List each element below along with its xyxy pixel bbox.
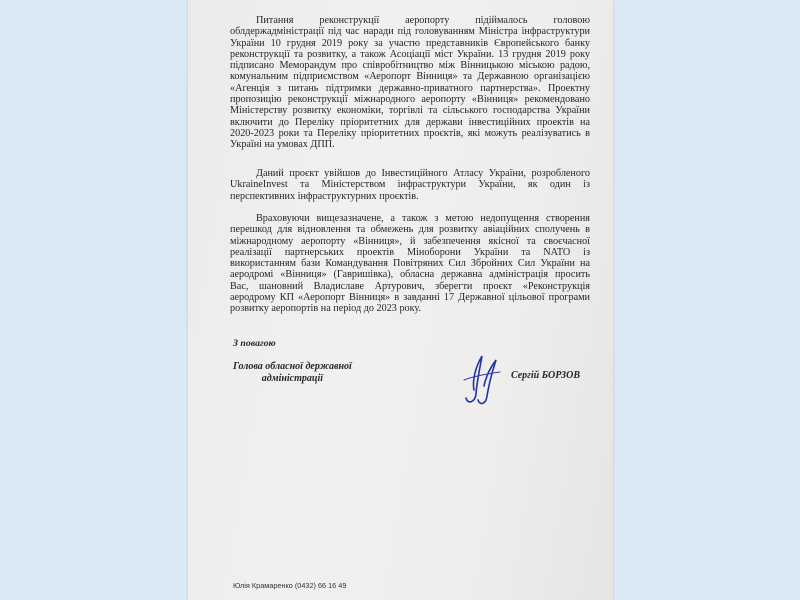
- text-line: Україні на умовах ДПП.: [230, 139, 335, 151]
- position-line: Голова обласної державної: [233, 361, 352, 372]
- signatory-position: [233, 361, 352, 385]
- handwritten-signature: [456, 350, 506, 410]
- text-line: міжнародному аеропорту «Вінниця», й забезпечення якісної та своєчасної: [230, 235, 590, 247]
- text-line: включити до Переліку пріоритетних для держави інвестиційних проектів на: [230, 116, 590, 128]
- document-page: [188, 0, 613, 600]
- text-line: перспективних інфраструктурних проєктів.: [230, 190, 419, 202]
- paragraph-request: [230, 213, 590, 315]
- text-line: використанням бази Командування Повітряних Сил Збройних Сил України на: [230, 258, 590, 270]
- text-line: пропозицію реконструкції міжнародного аеропорту «Вінниця» рекомендовано: [230, 94, 590, 106]
- text-line: реалізації партнерських проектів Міноборони України та NATO із: [230, 246, 590, 258]
- text-line: «Агенція з питань підтримки державно-приватного партнерства». Проектну: [230, 82, 590, 94]
- text-line: комунальним підприємством «Аеропорт Вінниця» та Державною організацією: [230, 71, 590, 83]
- text-line: аеродромі «Вінниця» (Гавришівка), обласна державна адміністрація просить: [230, 269, 590, 281]
- text-line: розвитку аеропортів на період до 2023 року.: [230, 303, 422, 315]
- text-line: Вас, шановний Владиславе Артурович, зберегти проєкт «Реконструкція: [230, 280, 590, 292]
- text-line: 2020-2023 роки та Переліку пріоритетних проєктів, які можуть реалізуватись в: [230, 127, 590, 139]
- position-line: адміністрації: [261, 373, 324, 384]
- closing-regards: З повагою: [233, 338, 276, 349]
- text-line: Питання реконструкції аеропорту підіймалось головою: [256, 15, 590, 26]
- paragraph-investment-atlas: [230, 168, 590, 202]
- text-line: Враховуючи вищезазначене, а також з метою недопущення створення: [256, 213, 590, 224]
- text-line: підписано Меморандум про співробітництво між Вінницькою міською радою,: [230, 60, 590, 72]
- text-line: реконструкції та розвитку, а також Асоціації міст України. 13 грудня 2019 року: [230, 48, 590, 60]
- text-line: перешкод для відновлення та обмежень для розвитку авіаційних сполучень в: [230, 224, 590, 236]
- paragraph-airport-reconstruction: [230, 15, 590, 151]
- text-line: аеродрому КП «Аеропорт Вінниця» в завданні 17 Державної цільової програми: [230, 292, 590, 304]
- text-line: Міністерству розвитку економіки, торгівлі та сільського господарства України: [230, 105, 590, 117]
- executor-contact: Юлія Крамаренко (0432) 66 16 49: [233, 581, 347, 590]
- text-line: облдержадміністрації під час наради під головуванням Міністра інфраструктури: [230, 26, 590, 38]
- text-line: України 10 грудня 2019 року за участю представників Європейського банку: [230, 37, 590, 49]
- signatory-name: Сергій БОРЗОВ: [511, 370, 581, 381]
- text-line: UkraineInvest та Міністерством інфраструктури України, як один із: [230, 179, 590, 191]
- text-line: Даний проєкт увійшов до Інвестиційного Атласу України, розробленого: [256, 168, 590, 179]
